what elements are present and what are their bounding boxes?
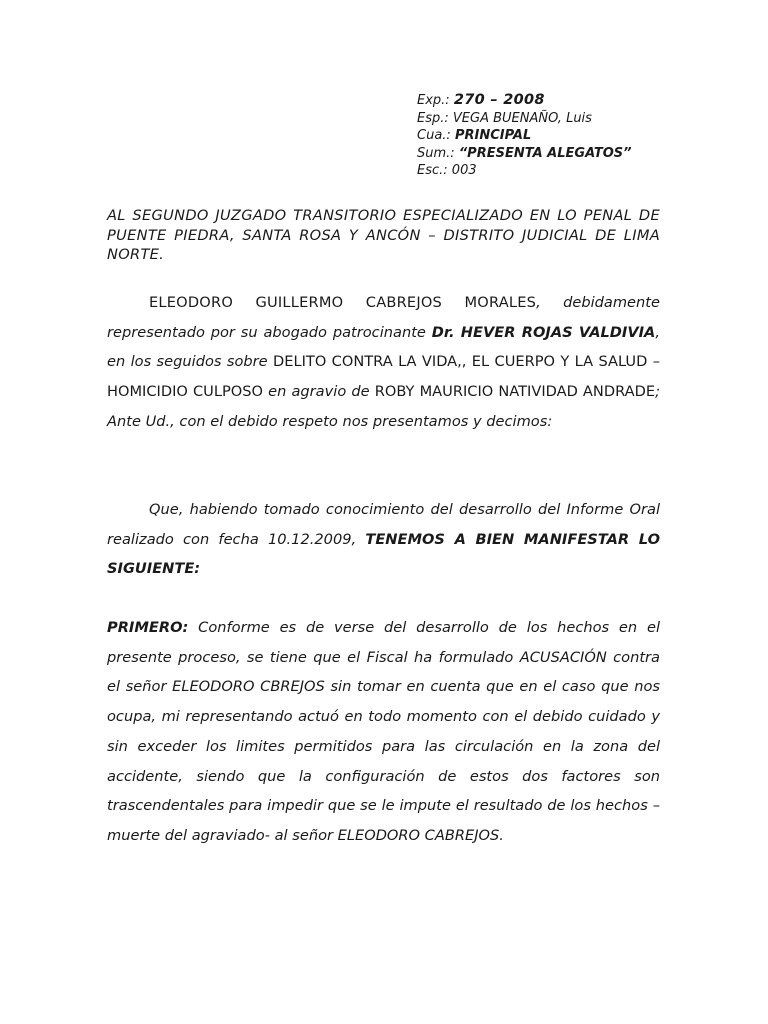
que-bold-text: TENEMOS A BIEN MANIFESTAR LO SIGUIENTE: xyxy=(107,530,660,578)
esc-value: 003 xyxy=(451,163,477,178)
primero-label: PRIMERO: xyxy=(107,619,189,636)
exp-line xyxy=(417,92,747,110)
intro-text-1: , debidamente representado por su abogado patrocinante xyxy=(107,294,660,341)
esc-line xyxy=(417,162,747,180)
sum-label: Sum.: xyxy=(417,145,455,161)
lawyer-name: Dr. HEVER ROJAS VALDIVIA xyxy=(431,323,656,341)
esp-value: VEGA BUENAÑO, Luis xyxy=(452,110,592,126)
cua-line xyxy=(417,127,747,145)
esc-label: Esc.: xyxy=(417,163,448,178)
case-header xyxy=(417,92,747,180)
esp-label: Esp.: xyxy=(417,110,449,126)
esp-line xyxy=(417,110,747,128)
cua-value: PRINCIPAL xyxy=(454,128,532,143)
intro-paragraph xyxy=(107,288,660,437)
que-text: Que, habiendo tomado conocimiento del desarrollo del Informe Oral realizado con fecha 10.12.2009, xyxy=(107,501,660,548)
que-paragraph xyxy=(107,495,660,584)
intro-text-2: , en los seguidos sobre xyxy=(107,323,660,371)
court-addressee: AL SEGUNDO JUZGADO TRANSITORIO ESPECIALIZADO EN LO PENAL DE PUENTE PIEDRA, SANTA ROSA Y ANCÓN – DISTRITO JUDICIAL DE LIMA NORTE. xyxy=(107,207,660,263)
petitioner-name: ELEODORO GUILLERMO CABREJOS MORALES xyxy=(149,294,537,311)
sum-line xyxy=(417,145,747,163)
cua-label: Cua.: xyxy=(417,128,451,143)
primero-paragraph xyxy=(107,613,660,851)
intro-text-4: ; Ante Ud., con el debido respeto nos presentamos y decimos: xyxy=(107,383,660,430)
exp-value: 270 – 2008 xyxy=(453,92,545,108)
intro-text-3: en agravio de xyxy=(263,383,375,401)
crime-title: DELITO CONTRA LA VIDA,, EL CUERPO Y LA SALUD – HOMICIDIO CULPOSO xyxy=(107,353,661,401)
victim-name: ROBY MAURICIO NATIVIDAD ANDRADE xyxy=(374,383,656,401)
sum-value: “PRESENTA ALEGATOS” xyxy=(458,145,632,161)
primero-text: Conforme es de verse del desarrollo de los hechos en el presente proceso, se tiene que el Fiscal ha formulado ACUSACIÓN contra el señor ELEODORO CBREJOS sin tomar en cuenta que en el caso que nos ocupa, mi representando actuó en todo momento con el debido cuidado y sin exceder los limites permitidos para las circulación en la zona del accidente, siendo que la configuración de estos dos factores son trascendentales para impedir que se le impute el resultado de los hechos –muerte del agraviado- al señor ELEODORO CABREJOS. xyxy=(107,619,660,844)
exp-label: Exp.: xyxy=(417,93,450,108)
